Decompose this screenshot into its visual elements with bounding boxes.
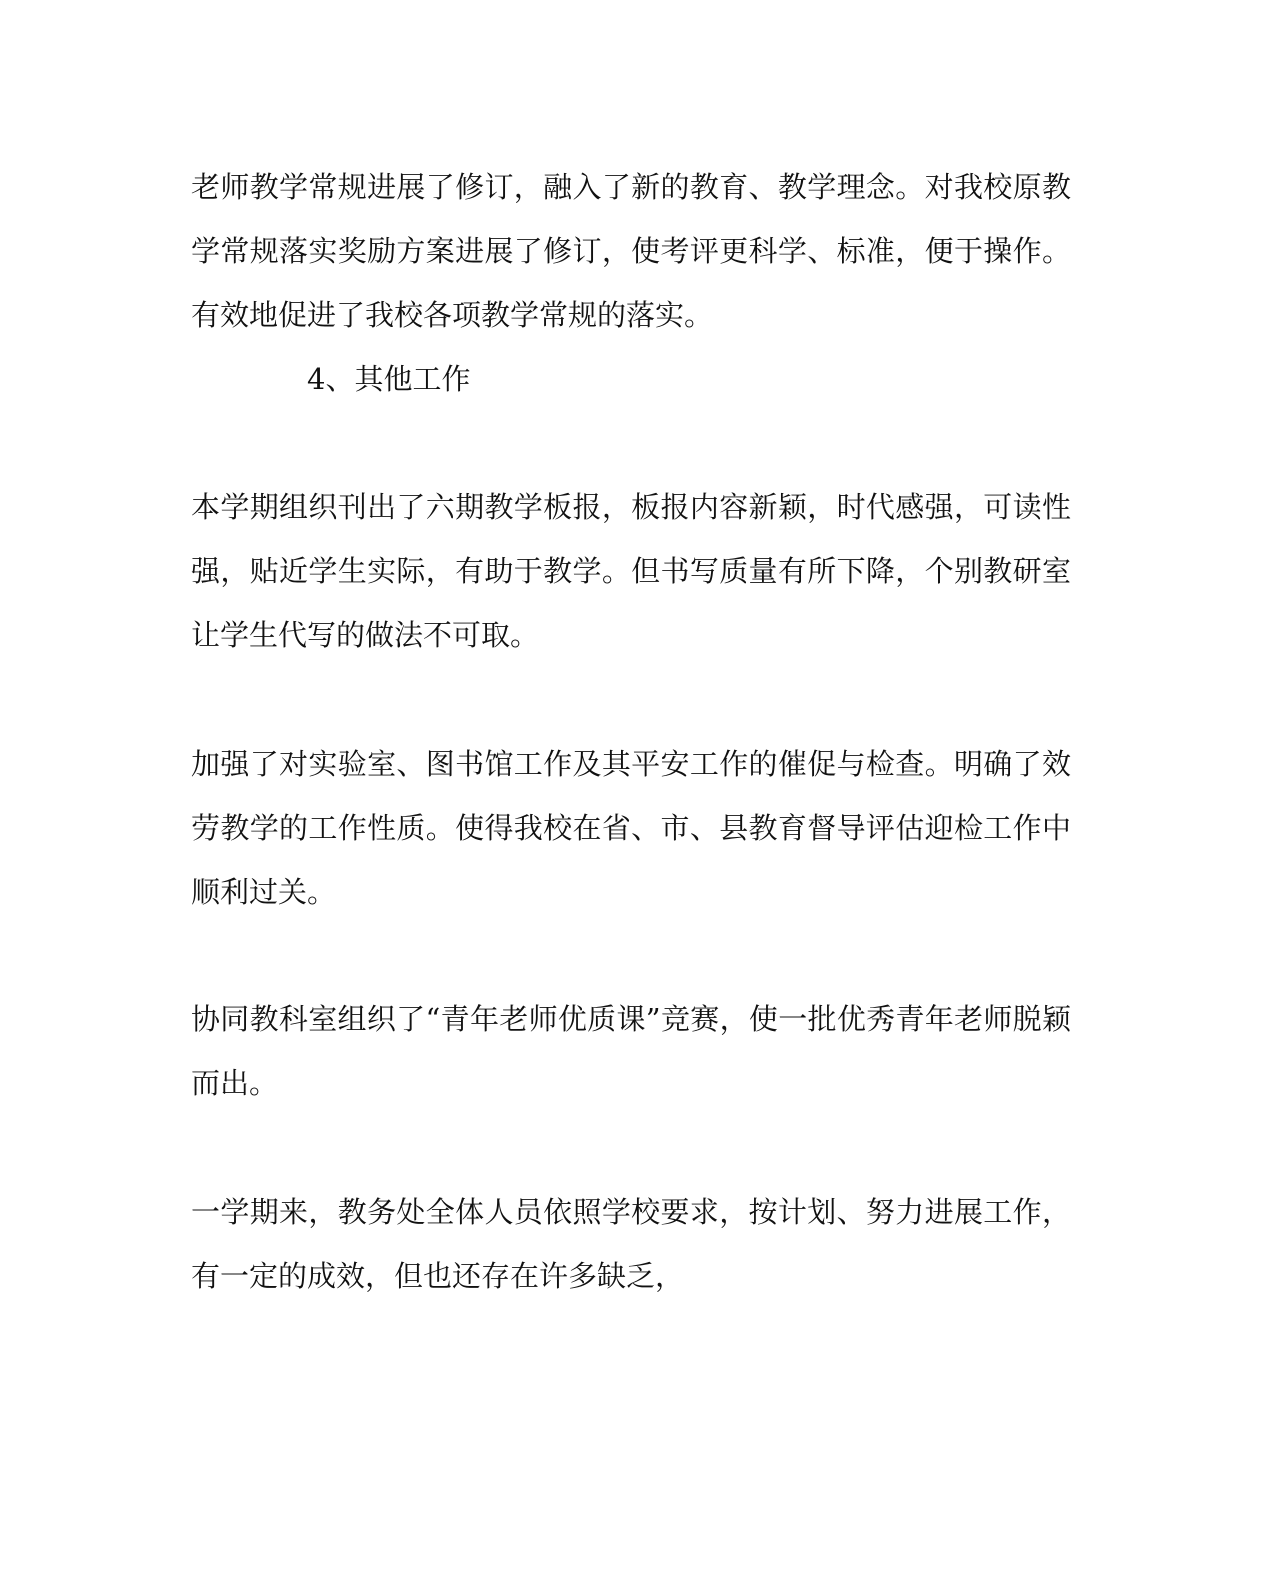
text-line: 学常规落实奖励方案进展了修订，使考评更科学、标准，便于操作。	[191, 234, 1071, 268]
text-line: 加强了对实验室、图书馆工作及其平安工作的催促与检查。明确了效	[191, 747, 1071, 781]
text-line: 让学生代写的做法不可取。	[191, 618, 540, 652]
text-line: 劳教学的工作性质。使得我校在省、市、县教育督导评估迎检工作中	[191, 811, 1071, 845]
paragraph-blackboard-newspaper	[191, 475, 1071, 667]
section-heading: 4、其他工作	[307, 362, 471, 396]
paragraph-semester-summary	[191, 1180, 1071, 1308]
text-line: 老师教学常规进展了修订，融入了新的教育、教学理念。对我校原教	[191, 170, 1071, 204]
paragraph-lab-library	[191, 732, 1071, 924]
text-line: 顺利过关。	[191, 875, 337, 909]
text-line: 而出。	[191, 1066, 279, 1100]
text-line: 协同教科室组织了“青年老师优质课”竞赛，使一批优秀青年老师脱颖	[191, 1002, 1071, 1036]
text-line: 有一定的成效，但也还存在许多缺乏，	[191, 1259, 685, 1293]
text-line: 一学期来，教务处全体人员依照学校要求，按计划、努力进展工作，	[191, 1195, 1071, 1229]
text-line: 强，贴近学生实际，有助于教学。但书写质量有所下降，个别教研室	[191, 554, 1071, 588]
text-line: 本学期组织刊出了六期教学板报，板报内容新颖，时代感强，可读性	[191, 490, 1071, 524]
text-line: 有效地促进了我校各项教学常规的落实。	[191, 298, 714, 332]
paragraph-young-teacher-contest	[191, 987, 1071, 1115]
paragraph-teaching-routine	[191, 155, 1071, 347]
